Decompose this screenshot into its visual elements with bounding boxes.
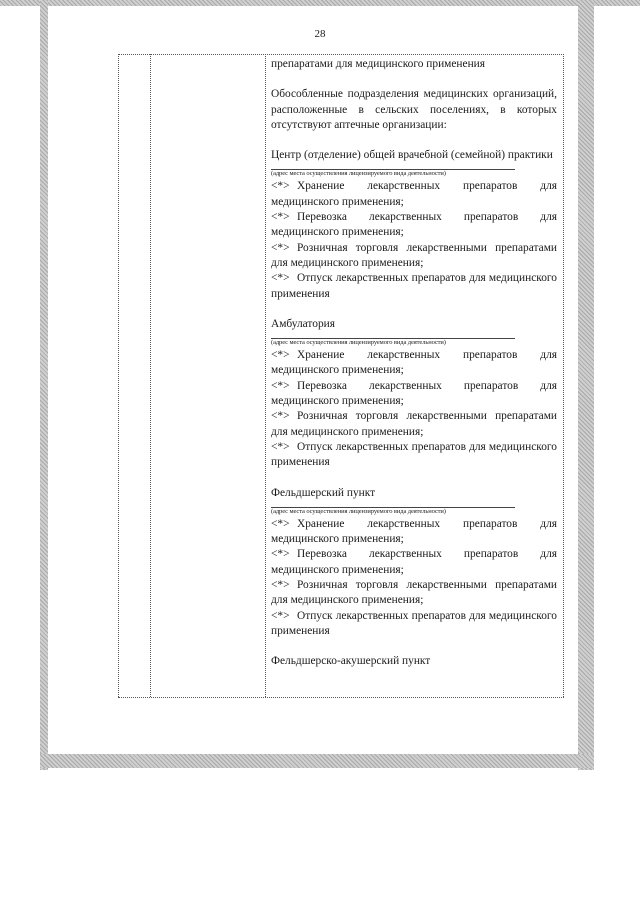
activity-text: Розничная торговля лекарственными препаратами для медицинского применения; bbox=[271, 241, 557, 269]
license-activities-cell bbox=[271, 57, 557, 670]
activity-text: Перевозка лекарственных препаратов для медицинского применения; bbox=[271, 379, 557, 408]
facility-block bbox=[271, 486, 557, 640]
activity-text: Хранение лекарственных препаратов для медицинского применения; bbox=[271, 349, 557, 377]
activity-text: Отпуск лекарственных препаратов для медицинского применения bbox=[271, 440, 557, 469]
subdivisions-heading: Обособленные подразделения медицинских организаций, расположенные в сельских поселениях, в которых отсутствуют аптечные организации: bbox=[271, 88, 557, 131]
activity-text: Перевозка лекарственных препаратов для медицинского применения; bbox=[271, 548, 557, 576]
table-col-border-1 bbox=[118, 54, 119, 697]
address-caption: (адрес места осуществления лицензируемого вида деятельности) bbox=[271, 339, 446, 347]
marker: <*> bbox=[271, 609, 290, 622]
table-bottom-border bbox=[118, 697, 564, 698]
marker: <*> bbox=[271, 180, 290, 193]
marker: <*> bbox=[271, 349, 290, 362]
facility-title: Центр (отделение) общей врачебной (семейной) практики bbox=[271, 149, 553, 162]
table-col-border-4 bbox=[563, 54, 564, 697]
activity-item bbox=[271, 440, 557, 471]
activity-text: Отпуск лекарственных препаратов для медицинского применения bbox=[271, 609, 557, 637]
activity-item bbox=[271, 271, 557, 302]
activity-text: Отпуск лекарственных препаратов для медицинского применения bbox=[271, 272, 557, 300]
marker: <*> bbox=[271, 211, 290, 224]
activity-item bbox=[271, 517, 557, 548]
activity-text: Хранение лекарственных препаратов для медицинского применения; bbox=[271, 517, 557, 546]
activity-item bbox=[271, 210, 557, 241]
table-top-border bbox=[118, 54, 564, 55]
activity-item bbox=[271, 241, 557, 272]
activity-item bbox=[271, 409, 557, 440]
marker: <*> bbox=[271, 579, 290, 592]
activity-item bbox=[271, 179, 557, 210]
marker: <*> bbox=[271, 517, 290, 530]
activity-item bbox=[271, 379, 557, 410]
activity-item bbox=[271, 348, 557, 379]
table-col-border-2 bbox=[150, 54, 151, 697]
activity-text: Перевозка лекарственных препаратов для медицинского применения; bbox=[271, 211, 557, 239]
marker: <*> bbox=[271, 379, 290, 392]
activity-text: Розничная торговля лекарственными препаратами для медицинского применения; bbox=[271, 579, 557, 607]
activity-text: Розничная торговля лекарственными препаратами для медицинского применения; bbox=[271, 410, 557, 438]
facility-block bbox=[271, 148, 557, 302]
scan-border-bottom bbox=[40, 754, 594, 768]
facility-title: Амбулатория bbox=[271, 317, 335, 330]
activity-item bbox=[271, 609, 557, 640]
marker: <*> bbox=[271, 548, 290, 561]
marker: <*> bbox=[271, 440, 290, 453]
facility-block bbox=[271, 317, 557, 471]
activity-item bbox=[271, 578, 557, 609]
facility-title: Фельдшерский пункт bbox=[271, 486, 376, 499]
page-number: 28 bbox=[314, 28, 326, 40]
activity-text: Хранение лекарственных препаратов для медицинского применения; bbox=[271, 180, 557, 208]
activity-item bbox=[271, 547, 557, 578]
address-caption: (адрес места осуществления лицензируемого вида деятельности) bbox=[271, 170, 446, 178]
intro-line: препаратами для медицинского применения bbox=[271, 58, 486, 70]
marker: <*> bbox=[271, 272, 290, 285]
marker: <*> bbox=[271, 241, 290, 254]
facility-title: Фельдшерско-акушерский пункт bbox=[271, 655, 431, 668]
marker: <*> bbox=[271, 410, 290, 423]
scan-border-right bbox=[578, 0, 594, 770]
address-caption: (адрес места осуществления лицензируемого вида деятельности) bbox=[271, 507, 446, 515]
scan-border-left bbox=[40, 0, 48, 770]
table-col-border-3 bbox=[265, 54, 266, 697]
